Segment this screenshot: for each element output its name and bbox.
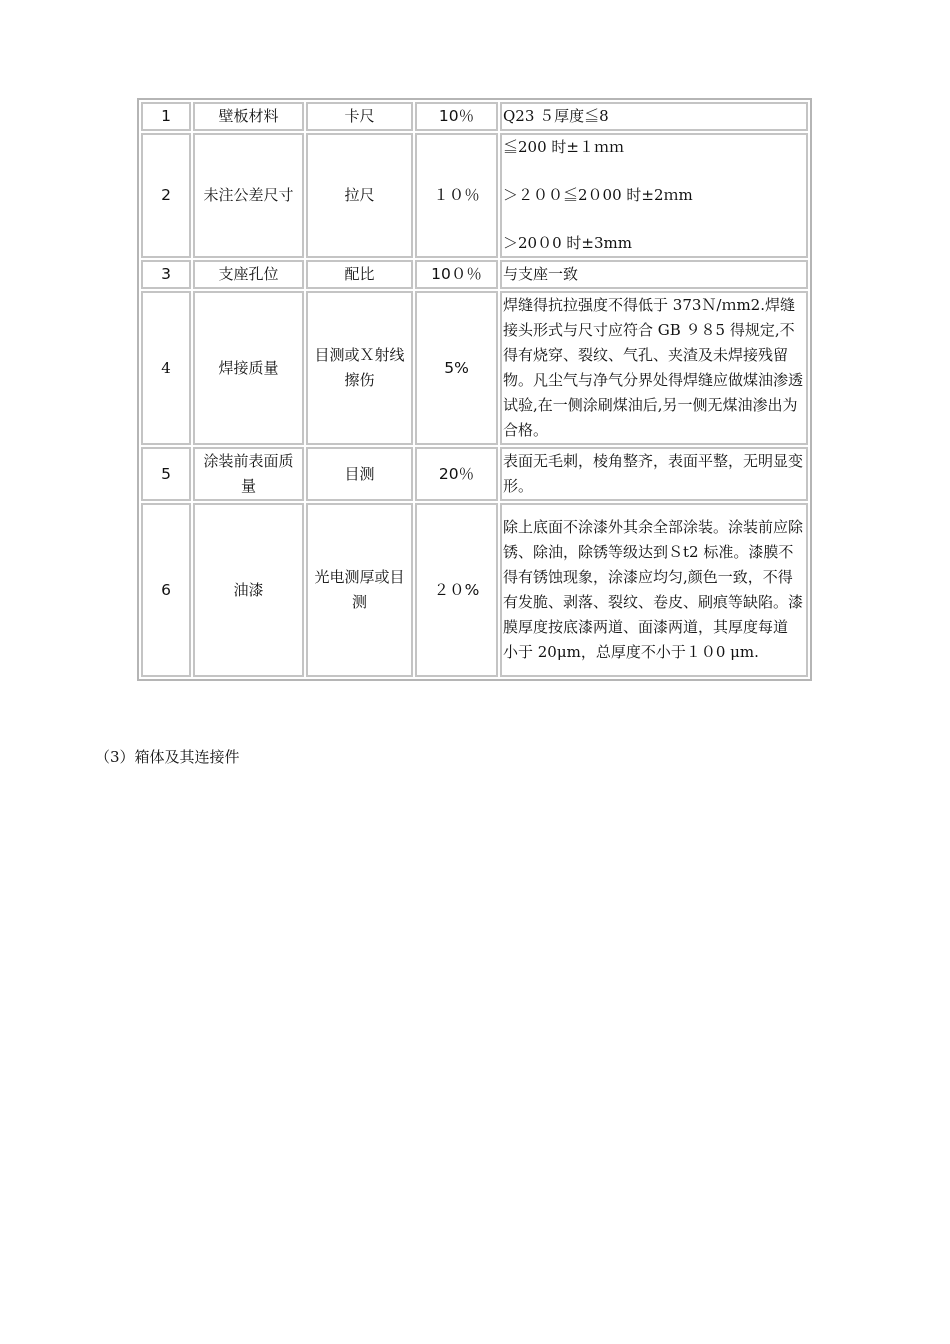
- item-name: 支座孔位: [193, 260, 304, 289]
- requirement-text: 焊缝得抗拉强度不得低于 373Ｎ/ｍm2.焊缝接头形式与尺寸应符合 GB ９８5 得规定,不得有烧穿、裂纹、气孔、夹渣及未焊接残留物。凡尘气与净气分界处得焊缝应做煤油渗透试验,在一侧涂刷煤油后,另一侧无煤油渗出为合格。: [500, 291, 808, 445]
- section-heading: （3）箱体及其连接件: [95, 748, 240, 766]
- requirement-line: ＞２００≦2０00 时±2ｍm: [503, 186, 693, 204]
- item-name: 油漆: [193, 503, 304, 677]
- inspection-method: 光电测厚或目测: [306, 503, 413, 677]
- sampling-ratio: 5%: [415, 291, 498, 445]
- sampling-ratio: 20％: [415, 447, 498, 501]
- table-row: [141, 133, 808, 258]
- table-row: [141, 260, 808, 289]
- requirement-cell: [500, 133, 808, 258]
- item-name: 焊接质量: [193, 291, 304, 445]
- requirement-text: Q23 ５厚度≦8: [500, 102, 808, 131]
- row-number: 2: [141, 133, 191, 258]
- inspection-method: 目测或Ｘ射线擦伤: [306, 291, 413, 445]
- inspection-method: 卡尺: [306, 102, 413, 131]
- sampling-ratio: 10０％: [415, 260, 498, 289]
- inspection-method: 目测: [306, 447, 413, 501]
- inspection-table: [137, 98, 812, 681]
- table-row: [141, 503, 808, 677]
- requirement-text: 与支座一致: [500, 260, 808, 289]
- row-number: 5: [141, 447, 191, 501]
- requirement-line: ＞20０0 时±3mm: [503, 234, 632, 252]
- sampling-ratio: ２０%: [415, 503, 498, 677]
- inspection-method: 拉尺: [306, 133, 413, 258]
- inspection-method: 配比: [306, 260, 413, 289]
- table-row: [141, 447, 808, 501]
- row-number: 6: [141, 503, 191, 677]
- requirement-text: 除上底面不涂漆外其余全部涂装。涂装前应除锈、除油，除锈等级达到Ｓt2 标准。漆膜不得有锈蚀现象，涂漆应均匀,颜色一致，不得有发脆、剥落、裂纹、卷皮、刷痕等缺陷。漆膜厚度按底漆两道、面漆两道，其厚度每道 小于 20μm，总厚度不小于１０0 μm.: [500, 503, 808, 677]
- requirement-text: 表面无毛刺，棱角整齐，表面平整，无明显变形。: [500, 447, 808, 501]
- sampling-ratio: 10％: [415, 102, 498, 131]
- sampling-ratio: １０％: [415, 133, 498, 258]
- item-name: 未注公差尺寸: [193, 133, 304, 258]
- table-row: [141, 102, 808, 131]
- row-number: 3: [141, 260, 191, 289]
- row-number: 4: [141, 291, 191, 445]
- item-name: 壁板材料: [193, 102, 304, 131]
- table-row: [141, 291, 808, 445]
- item-name: 涂装前表面质量: [193, 447, 304, 501]
- row-number: 1: [141, 102, 191, 131]
- requirement-line: ≦200 时±１ｍｍ: [503, 138, 624, 156]
